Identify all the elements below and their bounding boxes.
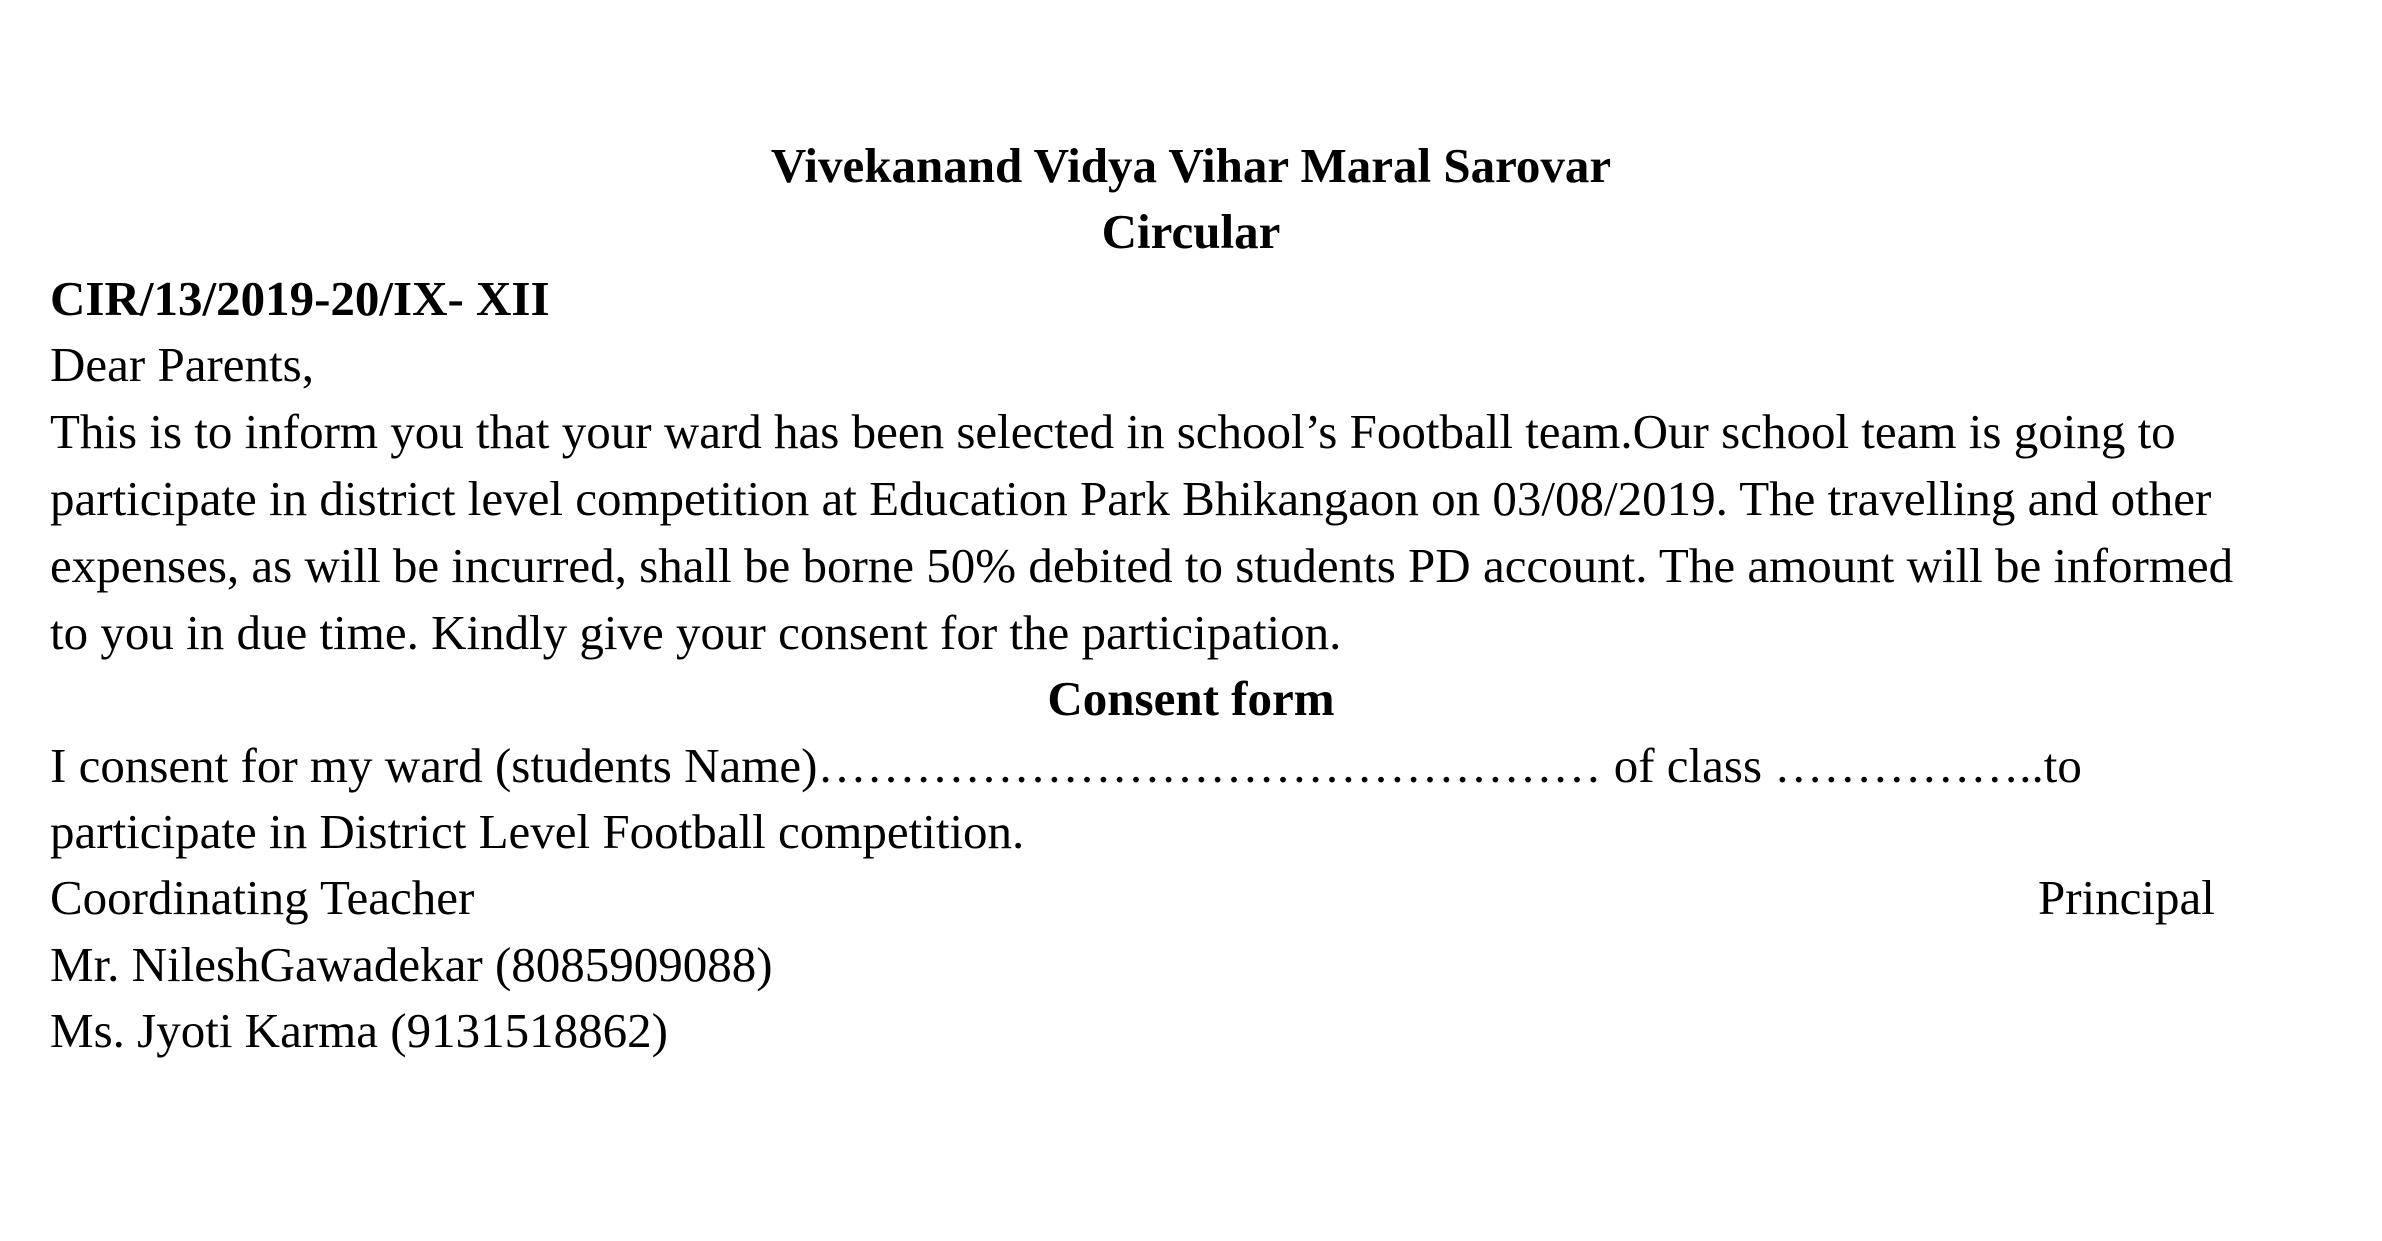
consent-statement-continued: participate in District Level Football competition. bbox=[50, 804, 1025, 859]
salutation: Dear Parents, bbox=[50, 337, 314, 392]
body-line: to you in due time. Kindly give your consent for the participation. bbox=[50, 605, 1342, 660]
school-name-heading: Vivekanand Vidya Vihar Maral Sarovar bbox=[770, 138, 1612, 193]
body-line: expenses, as will be incurred, shall be borne 50% debited to students PD account. The amount will be informed bbox=[50, 538, 2234, 593]
circular-body bbox=[50, 398, 2350, 666]
teacher-contact-2: Ms. Jyoti Karma (9131518862) bbox=[50, 1003, 668, 1058]
consent-form-heading: Consent form bbox=[1047, 671, 1335, 726]
body-line: This is to inform you that your ward has been selected in school’s Football team.Our school team is going to bbox=[50, 404, 2176, 459]
document-type-heading: Circular bbox=[1101, 204, 1281, 259]
circular-reference: CIR/13/2019-20/IX- XII bbox=[50, 271, 550, 326]
teacher-contact-1: Mr. NileshGawadekar (8085909088) bbox=[50, 937, 773, 992]
coordinating-teacher-label: Coordinating Teacher bbox=[50, 870, 475, 925]
consent-statement: I consent for my ward (students Name)………………………………………… of class ……………..to bbox=[50, 738, 2082, 793]
principal-label: Principal bbox=[2038, 870, 2215, 925]
body-line: participate in district level competition at Education Park Bhikangaon on 03/08/2019. The travelling and other bbox=[50, 471, 2212, 526]
